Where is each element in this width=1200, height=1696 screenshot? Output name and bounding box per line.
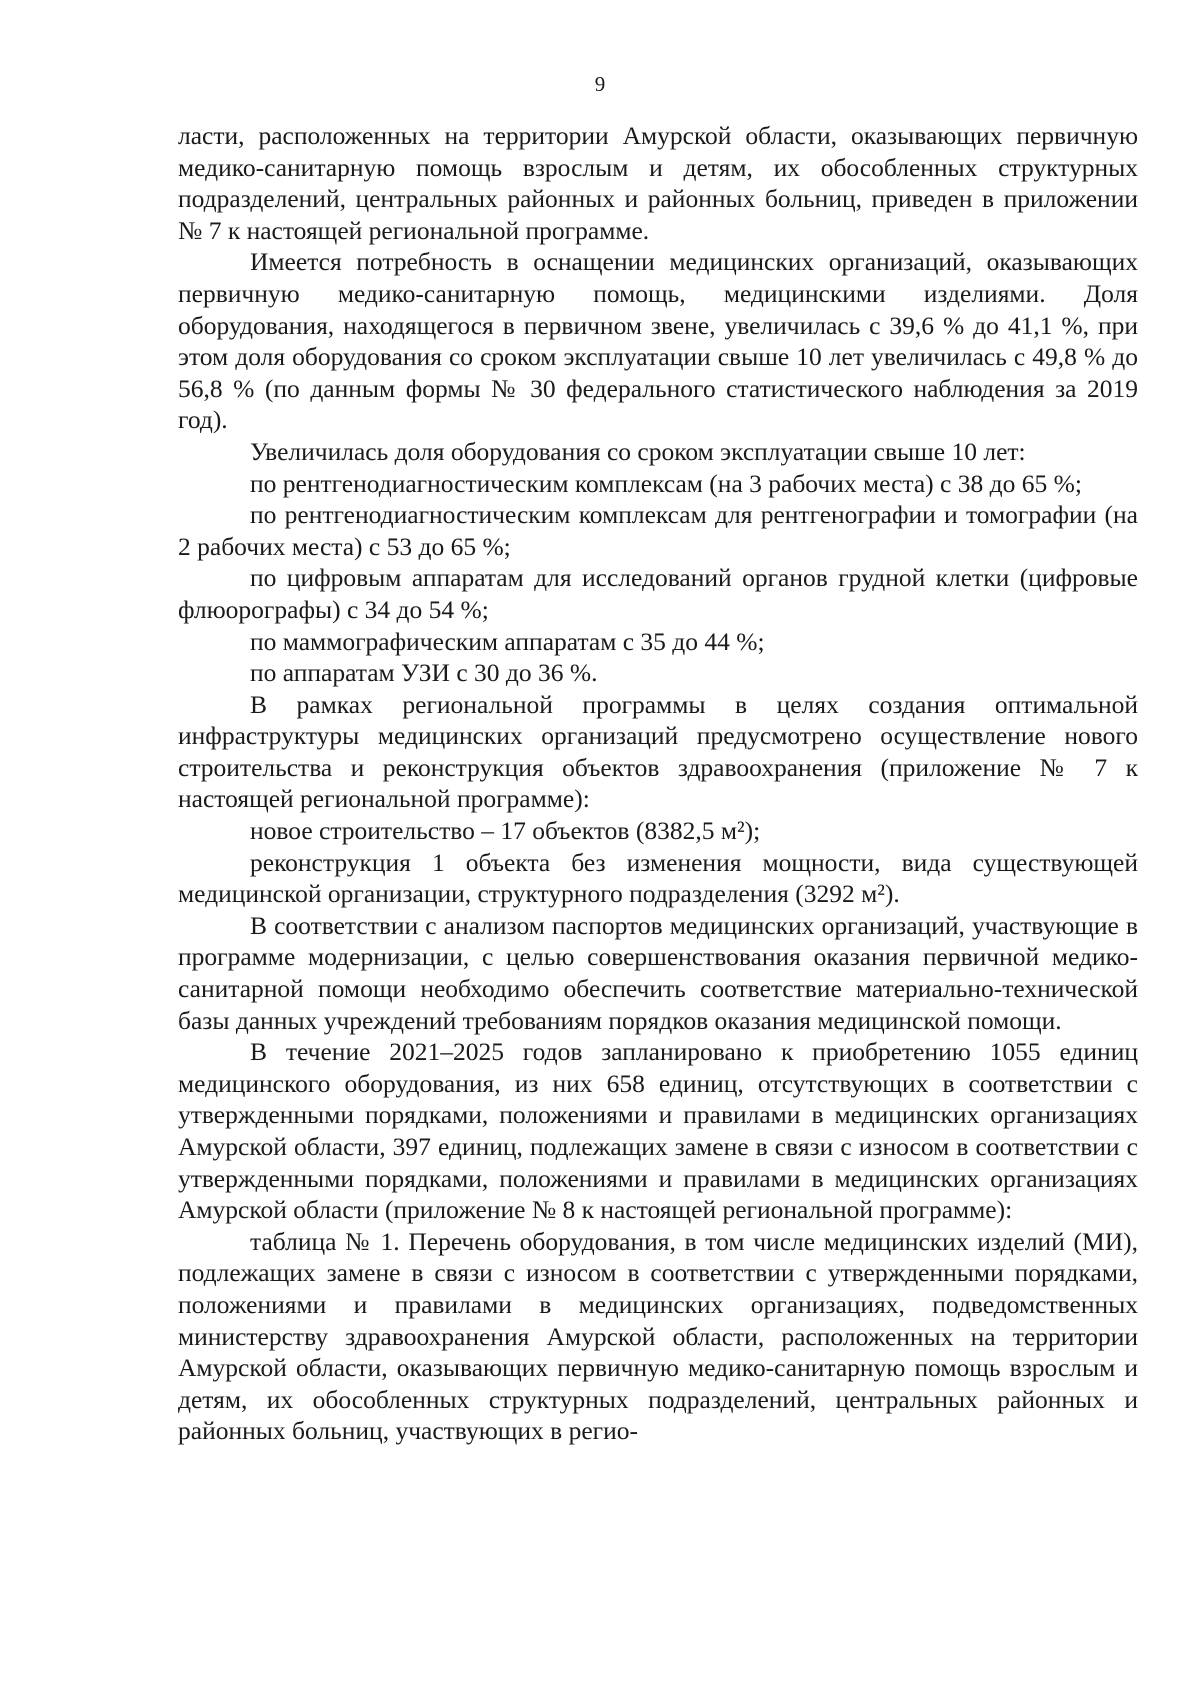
list-item: по цифровым аппаратам для исследований органов грудной клетки (цифровые флюорографы) с 34 до 54 %; (178, 563, 1138, 624)
paragraph: Увеличилась доля оборудования со сроком эксплуатации свыше 10 лет: (250, 436, 1026, 466)
list-item: реконструкция 1 объекта без изменения мощности, вида существующей медицинской организации, структурного подразделения (3292 м²). (178, 847, 1138, 909)
paragraph: Имеется потребность в оснащении медицинских организаций, оказывающих первичную медико-санитарную помощь, медицинскими изделиями. Доля оборудования, находящегося в первичном звене, увеличилась с 39,6 % до 41,1 %, при этом доля оборудования со сроком эксплуатации свыше 10 лет увеличилась с 49,8 % до 56,8 % (по данным формы № 30 федерального статистического наблюдения за 2019 год). (178, 247, 1138, 435)
list-item: по рентгенодиагностическим комплексам (на 3 рабочих места) с 38 до 65 %; (250, 468, 1082, 498)
document-body (178, 120, 1138, 1447)
paragraph: В соответствии с анализом паспортов медицинских организаций, участвующие в программе модернизации, с целью совершенствования оказания первичной медико-санитарной помощи необходимо обеспечить соответствие материально-технической базы данных учреждений требованиям порядков оказания медицинской помощи. (178, 910, 1138, 1035)
paragraph: таблица № 1. Перечень оборудования, в том числе медицинских изделий (МИ), подлежащих замене в связи с износом в соответствии с утвержденными порядками, положениями и правилами в медицинских организациях, подведомственных министерству здравоохранения Амурской области, расположенных на территории Амурской области, оказывающих первичную медико-санитарную помощь взрослым и детям, их обособленных структурных подразделений, центральных районных и районных больниц, участвующих в регио- (178, 1226, 1138, 1446)
list-item: по аппаратам УЗИ с 30 до 36 %. (250, 658, 598, 688)
list-item: новое строительство – 17 объектов (8382,5 м²); (250, 816, 761, 846)
list-item: по маммографическим аппаратам с 35 до 44 %; (250, 626, 765, 656)
page-number: 9 (594, 72, 606, 96)
paragraph: ласти, расположенных на территории Амурской области, оказывающих первичную медико-санитарную помощь взрослым и детям, их обособленных структурных подразделений, центральных районных и районных больниц, приведен в приложении № 7 к настоящей региональной программе. (178, 121, 1138, 245)
paragraph: В течение 2021–2025 годов запланировано к приобретению 1055 единиц медицинского оборудования, из них 658 единиц, отсутствующих в соответствии с утвержденными порядками, положениями и правилами в медицинских организациях Амурской области, 397 единиц, подлежащих замене в связи с износом в соответствии с утвержденными порядками, положениями и правилами в медицинских организациях Амурской области (приложение № 8 к настоящей региональной программе): (178, 1037, 1138, 1225)
list-item: по рентгенодиагностическим комплексам для рентгенографии и томографии (на 2 рабочих места) с 53 до 65 %; (178, 500, 1138, 561)
paragraph: В рамках региональной программы в целях создания оптимальной инфраструктуры медицинских организаций предусмотрено осуществление нового строительства и реконструкция объектов здравоохранения (приложение № 7 к настоящей региональной программе): (178, 689, 1138, 814)
